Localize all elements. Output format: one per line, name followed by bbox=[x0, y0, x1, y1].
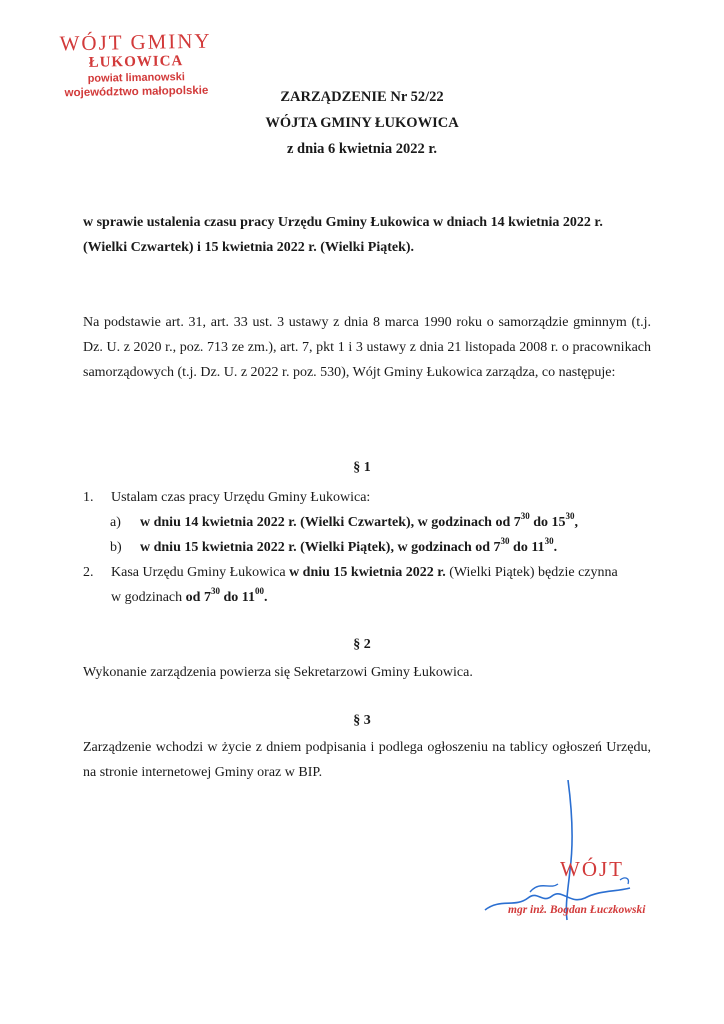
item-number: 1. bbox=[83, 490, 94, 505]
document-subject bbox=[83, 210, 651, 260]
stamp-line-1: WÓJT GMINY bbox=[59, 28, 212, 56]
item-number: 2. bbox=[83, 565, 94, 580]
section-2-text: Wykonanie zarządzenia powierza się Sekretarzowi Gminy Łukowica. bbox=[83, 665, 473, 680]
stamp-line-4: województwo małopolskie bbox=[64, 84, 209, 100]
subject-line-1: w sprawie ustalenia czasu pracy Urzędu Gminy Łukowica w dniach 14 kwietnia 2022 r. bbox=[83, 215, 603, 230]
subitem-letter: a) bbox=[110, 515, 121, 530]
document-title: ZARZĄDZENIE Nr 52/22 bbox=[280, 89, 444, 105]
stamp-line-3: powiat limanowski bbox=[87, 71, 185, 85]
list-subitem bbox=[83, 510, 663, 535]
subitem-letter: b) bbox=[110, 540, 122, 555]
subitem-text: w dniu 14 kwietnia 2022 r. (Wielki Czwartek), w godzinach od $7^{30}$ do $15^{30}$, bbox=[140, 511, 579, 530]
list-item bbox=[83, 485, 663, 510]
subitem-text: w dniu 15 kwietnia 2022 r. (Wielki Piątek), w godzinach od $7^{30}$ do $11^{30}$. bbox=[140, 536, 558, 555]
document-date: z dnia 6 kwietnia 2022 r. bbox=[286, 141, 438, 157]
legal-basis: Na podstawie art. 31, art. 33 ust. 3 ustawy z dnia 8 marca 1990 roku o samorządzie gminnym (t.j. Dz. U. z 2020 r., poz. 713 ze zm.), art. 7, pkt 1 i 3 ustawy z dnia 21 listopada 2008 r. o pracownikach samorządowych (t.j. Dz. U. z 2022 r. poz. 530), Wójt Gminy Łukowica zarządza, co następuje: bbox=[83, 315, 651, 380]
signatory-name: mgr inż. Bogdan Łuczkowski bbox=[508, 904, 646, 916]
item-text: Kasa Urzędu Gminy Łukowica w dniu 15 kwietnia 2022 r. (Wielki Piątek) będzie czynna w godzinach od $7^{30}$ do $11^{00}$. bbox=[111, 565, 618, 605]
subject-line-2: (Wielki Czwartek) i 15 kwietnia 2022 r. (Wielki Piątek). bbox=[83, 240, 415, 255]
stamp-line-2: ŁUKOWICA bbox=[88, 53, 184, 71]
section-3-text: Zarządzenie wchodzi w życie z dniem podpisania i podlega ogłoszeniu na tablicy ogłoszeń Urzędu, na stronie internetowej Gminy oraz w BIP. bbox=[83, 740, 651, 780]
section-2-heading: § 2 bbox=[353, 637, 371, 652]
list-subitem bbox=[83, 535, 663, 560]
document-header bbox=[0, 84, 724, 162]
section-1-list bbox=[83, 485, 663, 610]
signature-title: WÓJT bbox=[560, 857, 624, 881]
section-1-heading: § 1 bbox=[353, 460, 371, 475]
list-item bbox=[83, 560, 663, 610]
section-3-heading: § 3 bbox=[353, 713, 371, 728]
document-issuer: WÓJTA GMINY ŁUKOWICA bbox=[265, 115, 459, 131]
item-text: Ustalam czas pracy Urzędu Gminy Łukowica: bbox=[111, 490, 371, 505]
